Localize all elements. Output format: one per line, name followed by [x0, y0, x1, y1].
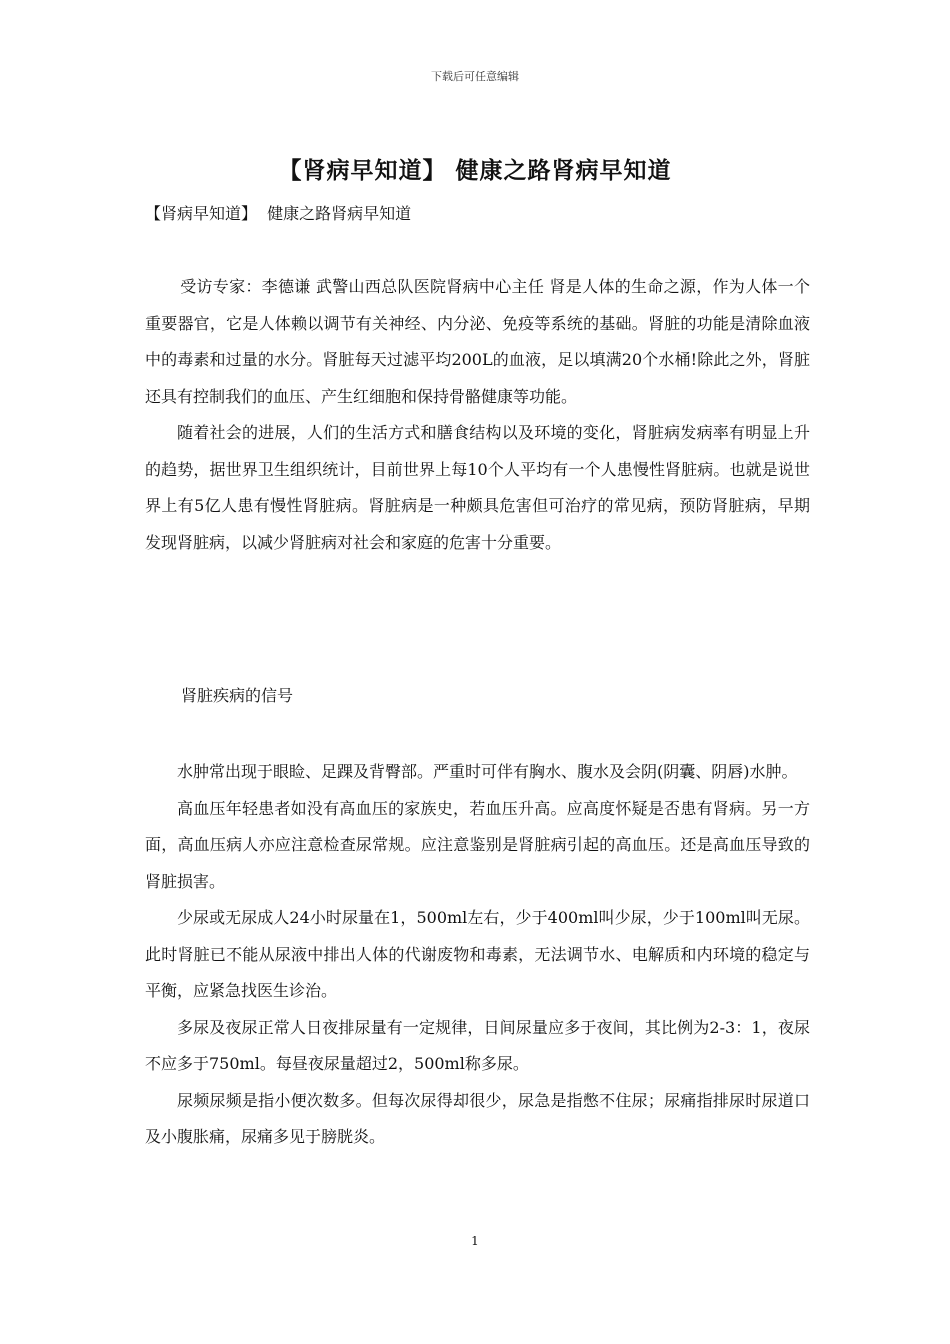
section-heading: 肾脏疾病的信号 [181, 686, 294, 705]
signals-section [145, 754, 810, 1156]
signal-paragraph-frequency: 尿频尿频是指小便次数多。但每次尿得却很少，尿急是指憋不住尿；尿痛指排尿时尿道口及小腹胀痛，尿痛多见于膀胱炎。 [145, 1090, 810, 1146]
document-title: 【肾病早知道】 健康之路肾病早知道 [278, 158, 672, 184]
intro-section [145, 269, 810, 561]
signal-paragraph-edema: 水肿常出现于眼睑、足踝及背臀部。严重时可伴有胸水、腹水及会阴(阴囊、阴唇)水肿。 [177, 762, 798, 781]
page-number: 1 [471, 1234, 479, 1248]
signal-paragraph-polyuria: 多尿及夜尿正常人日夜排尿量有一定规律，日间尿量应多于夜间，其比例为2-3：1，夜尿不应多于750ml。每昼夜尿量超过2，500ml称多尿。 [145, 1017, 810, 1073]
intro-paragraph-trend: 随着社会的进展，人们的生活方式和膳食结构以及环境的变化，肾脏病发病率有明显上升的趋势，据世界卫生组织统计，目前世界上每10个人平均有一个人患慢性肾脏病。也就是说世界上有5亿人患有慢性肾脏病。肾脏病是一种颇具危害但可治疗的常见病，预防肾脏病，早期发现肾脏病，以减少肾脏病对社会和家庭的危害十分重要。 [145, 423, 810, 552]
signal-paragraph-hypertension: 高血压年轻患者如没有高血压的家族史，若血压升高。应高度怀疑是否患有肾病。另一方面，高血压病人亦应注意检查尿常规。应注意鉴别是肾脏病引起的高血压。还是高血压导致的肾脏损害。 [145, 798, 810, 891]
document-subtitle: 【肾病早知道】 健康之路肾病早知道 [145, 204, 412, 223]
header-note: 下载后可任意编辑 [431, 70, 519, 83]
intro-paragraph-interview: 受访专家：李德谦 武警山西总队医院肾病中心主任 肾是人体的生命之源，作为人体一个重要器官，它是人体赖以调节有关神经、内分泌、免疫等系统的基础。肾脏的功能是清除血液中的毒素和过量的水分。肾脏每天过滤平均200L的血液，足以填满20个水桶!除此之外，肾脏还具有控制我们的血压、产生红细胞和保持骨骼健康等功能。 [145, 277, 810, 406]
signal-paragraph-oliguria: 少尿或无尿成人24小时尿量在1，500ml左右，少于400ml叫少尿，少于100ml叫无尿。此时肾脏已不能从尿液中排出人体的代谢废物和毒素，无法调节水、电解质和内环境的稳定与平衡，应紧急找医生诊治。 [145, 908, 810, 1000]
